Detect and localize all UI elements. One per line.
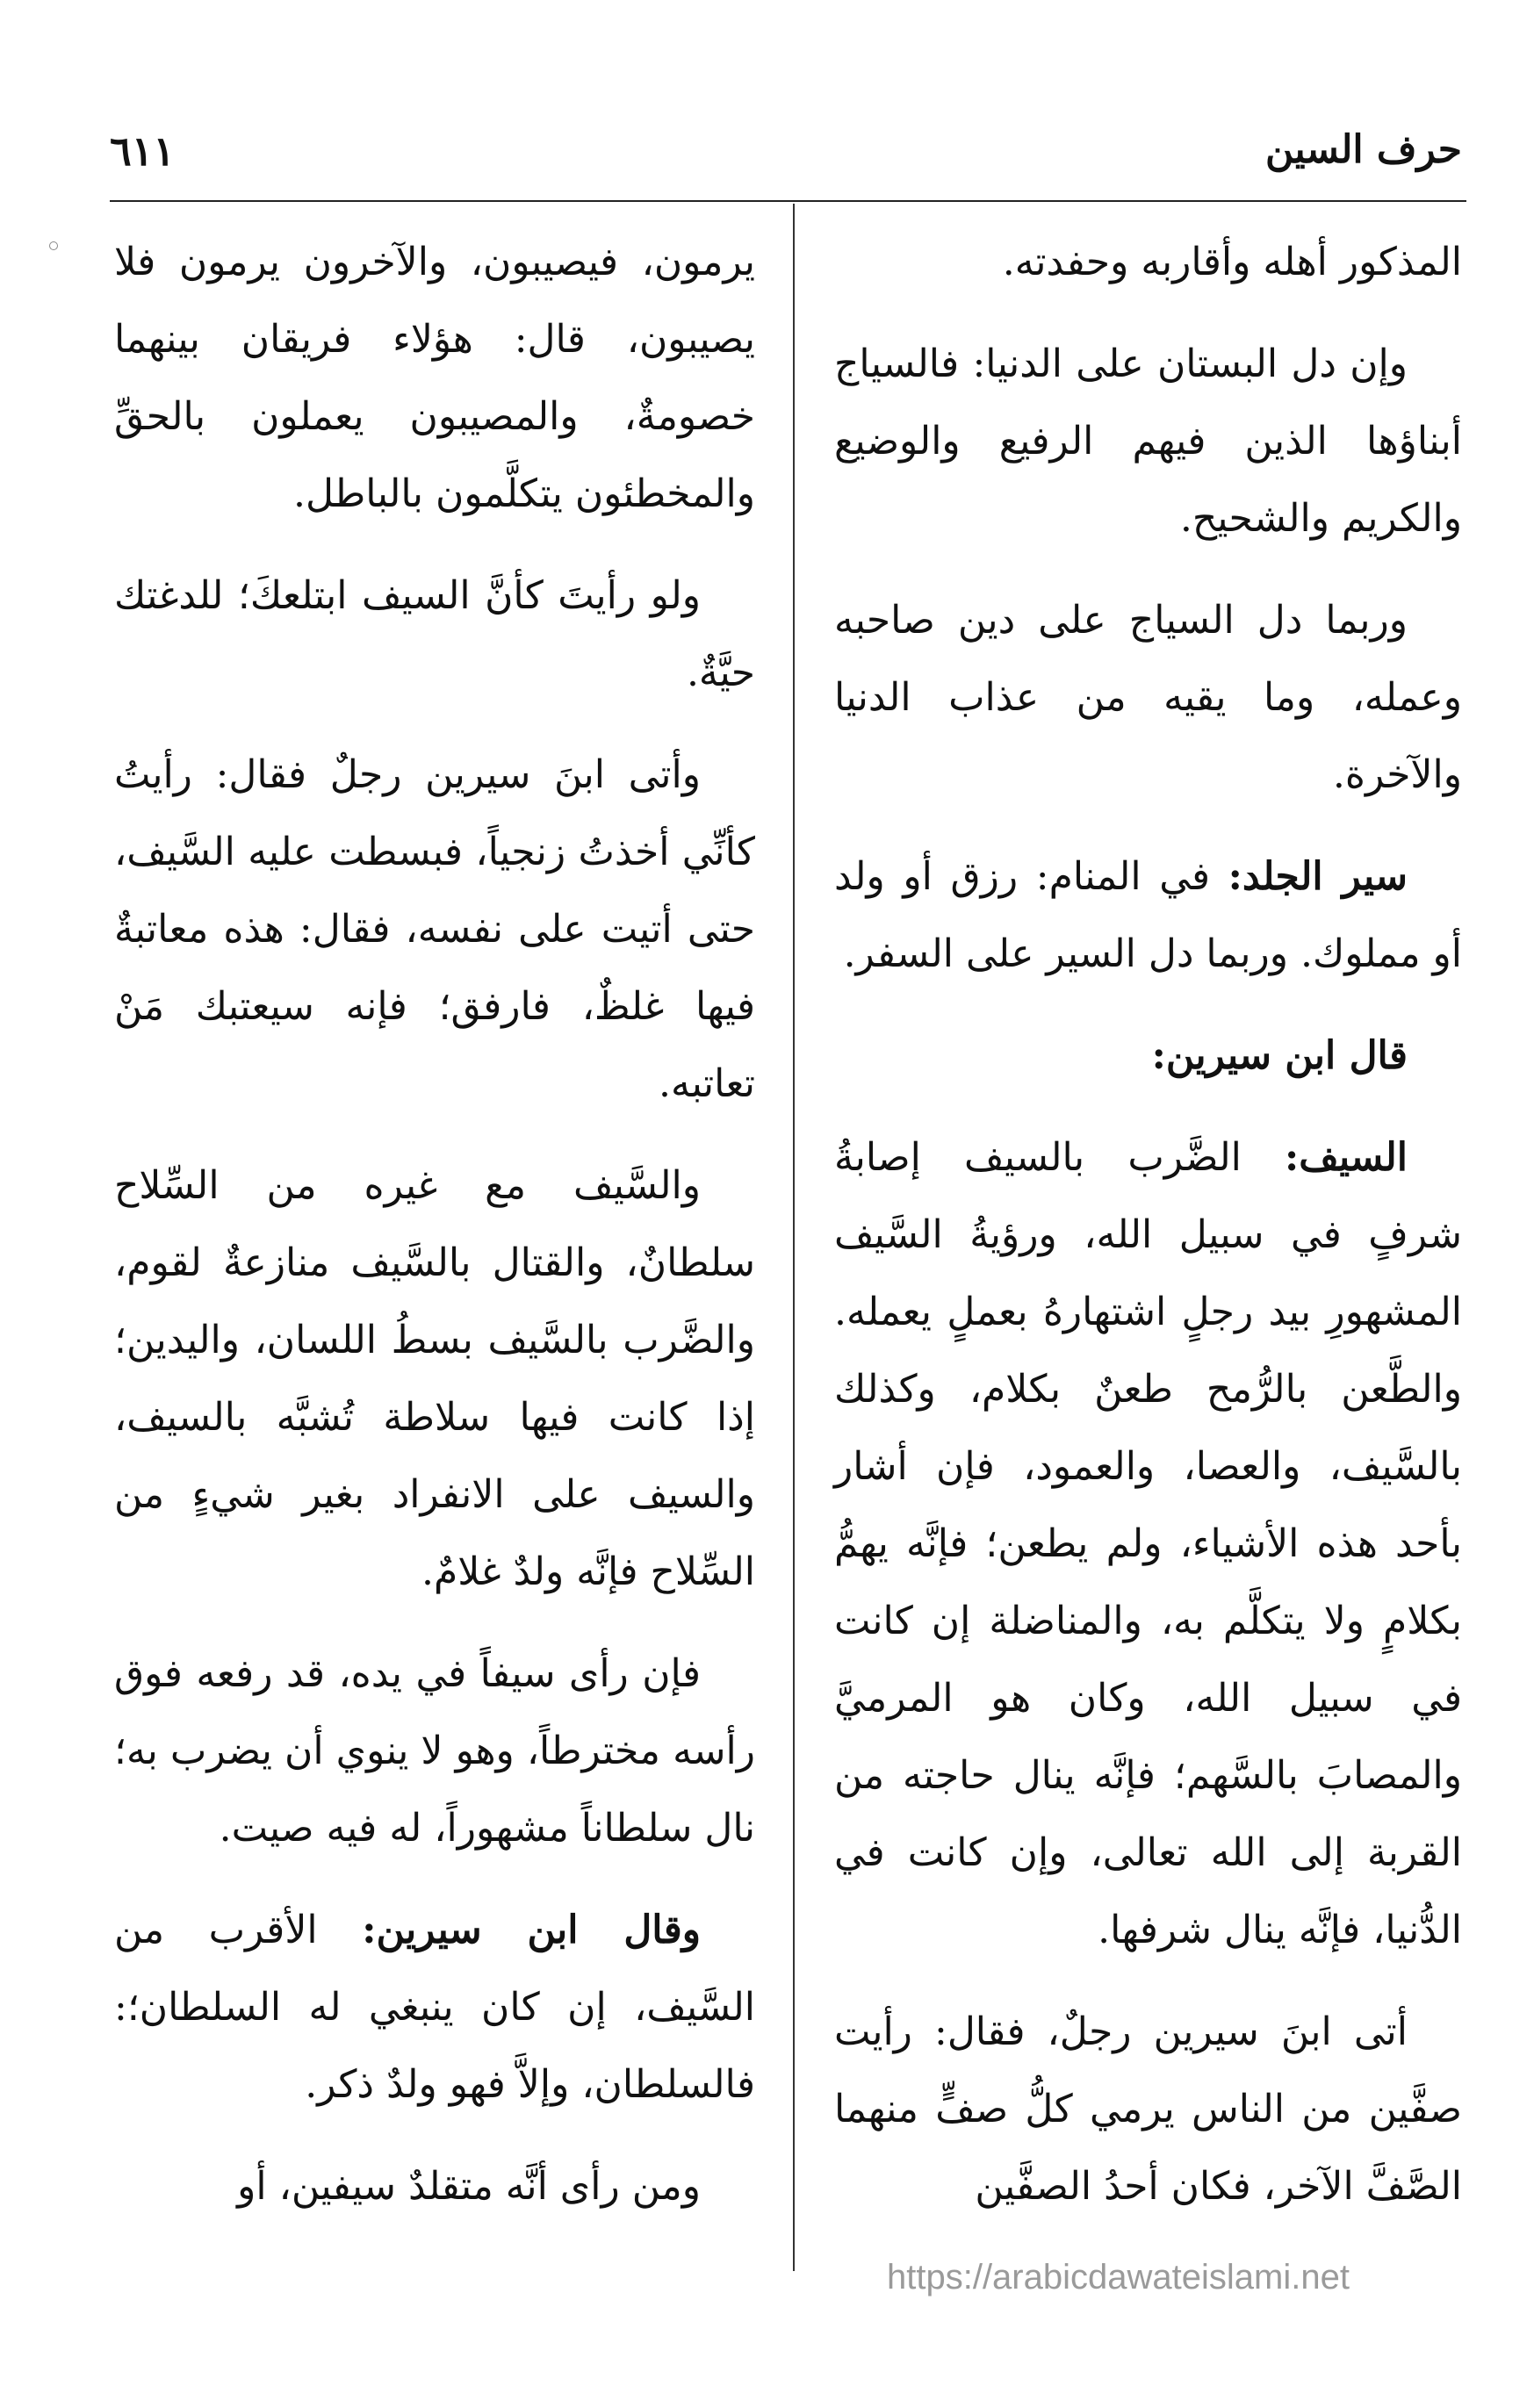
header-rule xyxy=(110,200,1466,202)
entry-term: وقال ابن سيرين: xyxy=(362,1908,701,1952)
entry-term: السيف: xyxy=(1285,1135,1408,1180)
paragraph: وأتى ابنَ سيرين رجلٌ فقال: رأيتُ كأنِّي أخذتُ زنجياً، فبسطت عليه السَّيف، حتى أتيت على نفسه، فقال: هذه معاتبةٌ فيها غلظٌ، فارفق؛ فإنه سيعتبك مَنْ تعاتبه. xyxy=(114,752,755,1106)
paragraph: فإن رأى سيفاً في يده، قد رفعه فوق رأسه مخترطاً، وهو لا ينوي أن يضرب به؛ نال سلطاناً مشهوراً، له فيه صيت. xyxy=(114,1651,755,1851)
paragraph: المذكور أهله وأقاربه وحفدته. xyxy=(1002,240,1462,284)
column-divider xyxy=(793,204,795,2271)
paragraph: يرمون، فيصيبون، والآخرون يرمون فلا يصيبون، قال: هؤلاء فريقان بينهما خصومةٌ، والمصيبون يعملون بالحقِّ والمخطئون يتكلَّمون بالباطل. xyxy=(114,240,755,516)
entry-text: الأقرب من السَّيف، إن كان ينبغي له السلطان؛: فالسلطان، وإلاَّ فهو ولدٌ ذكر. xyxy=(114,1908,755,2107)
entry-ibn-sirin xyxy=(114,1892,755,2124)
entry-term: سير الجلد: xyxy=(1228,854,1408,899)
entry-sir-al-jild xyxy=(834,838,1462,993)
section-heading: قال ابن سيرين: xyxy=(1151,1033,1408,1078)
watermark-url: https://arabicdawateislami.net xyxy=(887,2258,1350,2297)
paragraph: وربما دل السياج على دين صاحبه وعمله، وما يقيه من عذاب الدنيا والآخرة. xyxy=(834,598,1462,797)
page-number: ٦١١ xyxy=(110,127,176,175)
entry-text: الضَّرب بالسيف إصابةُ شرفٍ في سبيل الله، ورؤيةُ السَّيف المشهورِ بيد رجلٍ اشتهارهُ بعملٍ يعمله. والطَّعن بالرُّمح طعنٌ بكلام، وكذلك بالسَّيف، والعصا، والعمود، فإن أشار بأحد هذه الأشياء، ولم يطعن؛ فإنَّه يهمُّ بكلامٍ ولا يتكلَّم به، والمناضلة إن كانت في سبيل الله، وكان هو المرميَّ والمصابَ بالسَّهم؛ فإنَّه ينال حاجته من القربة إلى الله تعالى، وإن كانت في الدُّنيا، فإنَّه ينال شرفها. xyxy=(834,1135,1462,1952)
margin-mark xyxy=(49,241,58,250)
entry-text: في المنام: رزق أو ولد أو مملوك. وربما دل السير على السفر. xyxy=(834,854,1462,976)
paragraph: والسَّيف مع غيره من السِّلاح سلطانٌ، والقتال بالسَّيف منازعةٌ لقوم، والضَّرب بالسَّيف بسطُ اللسان، واليدين؛ إذا كانت فيها سلاطة تُشبَّه بالسيف، والسيف على الانفراد بغير شيءٍ من السِّلاح فإنَّه ولدٌ غلامٌ. xyxy=(114,1163,755,1594)
page-header xyxy=(110,127,1462,198)
paragraph: ولو رأيتَ كأنَّ السيف ابتلعكَ؛ للدغتك حيَّةٌ. xyxy=(114,573,755,695)
left-column xyxy=(114,224,755,2250)
entry-sword xyxy=(834,1119,1462,1969)
paragraph: وإن دل البستان على الدنيا: فالسياج أبناؤها الذين فيهم الرفيع والوضيع والكريم والشحيح. xyxy=(834,341,1462,541)
paragraph: ومن رأى أنَّه متقلدٌ سيفين، أو xyxy=(237,2164,701,2209)
paragraph: أتى ابنَ سيرين رجلٌ، فقال: رأيت صفَّين من الناس يرمي كلُّ صفٍّ منهما الصَّفَّ الآخر، فكان أحدُ الصفَّين xyxy=(834,2009,1462,2209)
chapter-title: حرف السين xyxy=(1264,127,1462,172)
right-column xyxy=(834,224,1462,2250)
